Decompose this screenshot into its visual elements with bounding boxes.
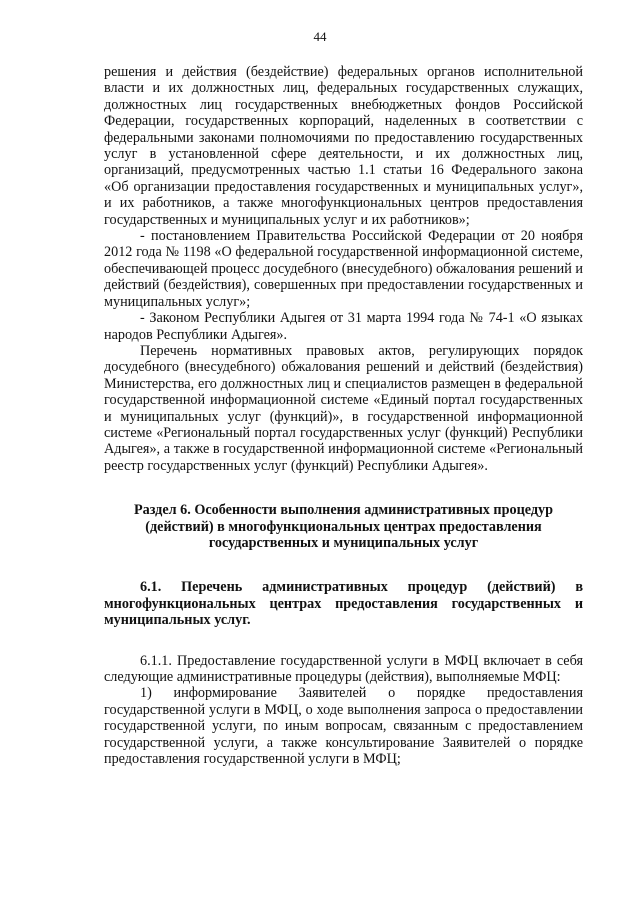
paragraph-mfc-procedures: 6.1.1. Предоставление государственной услуги в МФЦ включает в себя следующие административные процедуры (действия), выполняемые МФЦ:: [104, 652, 583, 685]
page-number: 44: [313, 29, 327, 44]
subsection-heading: 6.1. Перечень административных процедур (действий) в многофункциональных центрах предоставления государственных и муниципальных услуг.: [104, 579, 583, 629]
paragraph-continuation: решения и действия (бездействие) федеральных органов исполнительной власти и их должностных лиц, федеральных государственных служащих, должностных лиц государственных внебюджетных фондов Российской Федерации, государственных корпораций, наделенных в соответствии с федеральными законами полномочиями по предоставлению государственных услуг в установленной сфере деятельности, и их должностных лиц, организаций, предусмотренных частью 1.1 статьи 16 Федерального закона «Об организации предоставления государственных и муниципальных услуг», и их работников, а также многофункциональных центров предоставления государственных и муниципальных услуг и их работников»;: [104, 64, 583, 228]
page-content: [104, 64, 583, 767]
section-heading: Раздел 6. Особенности выполнения административных процедур (действий) в многофункциональных центрах предоставления государственных и муниципальных услуг: [133, 502, 554, 551]
paragraph-legal-acts-list: Перечень нормативных правовых актов, регулирующих порядок досудебного (внесудебного) обжалования решений и действий (бездействия) Министерства, его должностных лиц и специалистов размещен в федеральной государственной информационной системе «Единый портал государственных и муниципальных услуг (функций)», в государственной информационной системе «Региональный портал государственных услуг (функций) Республики Адыгея», а также в государственной информационной системе «Региональный реестр государственных услуг (функций) Республики Адыгея».: [104, 342, 583, 474]
paragraph-government-decree: - постановлением Правительства Российской Федерации от 20 ноября 2012 года № 1198 «О федеральной государственной информационной системе, обеспечивающей процесс досудебного (внесудебного) обжалования решений и действий (бездействия), совершенных при предоставлении государственных и муниципальных услуг»;: [104, 228, 583, 310]
paragraph-adygea-law: - Законом Республики Адыгея от 31 марта 1994 года № 74-1 «О языках народов Республики Адыгея».: [104, 310, 583, 343]
list-item-informing: 1) информирование Заявителей о порядке предоставления государственной услуги в МФЦ, о ходе выполнения запроса о предоставлении государственной услуги, по иным вопросам, связанным с предоставлением государственной услуги, а также консультирование Заявителей о порядке предоставления государственной услуги в МФЦ;: [104, 685, 583, 768]
